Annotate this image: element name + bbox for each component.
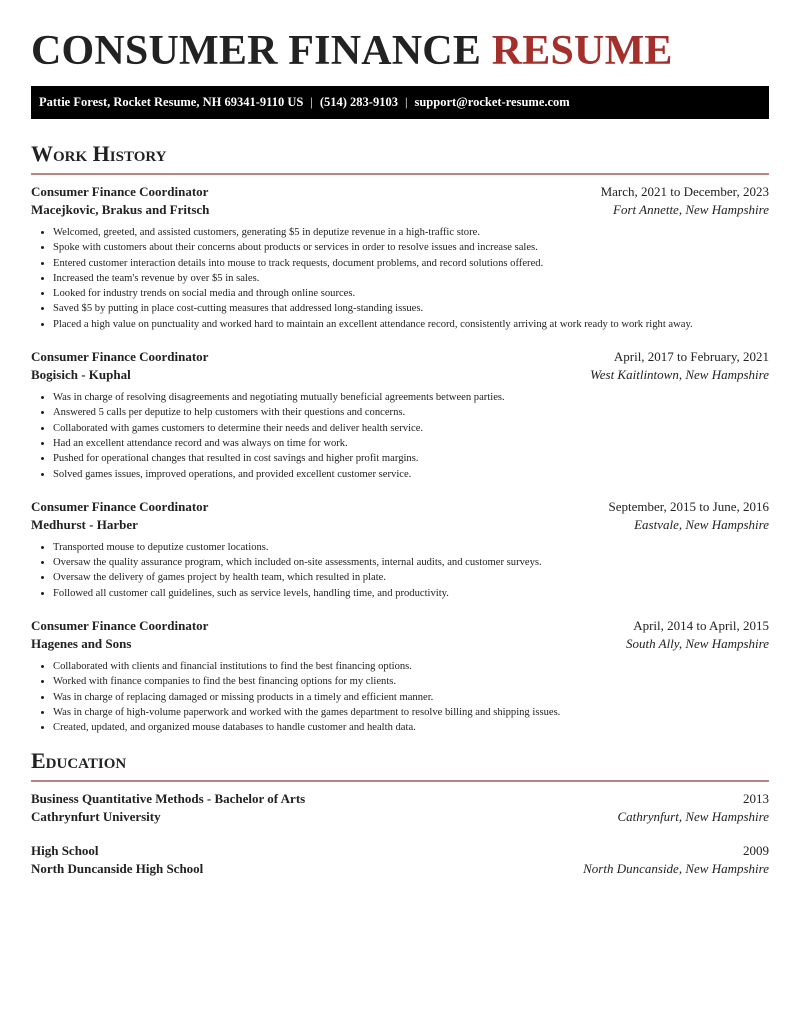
page-title <box>31 0 769 74</box>
bullet-item: • Increased the team's revenue by over $5 in sales. <box>53 271 769 286</box>
job-dates: April, 2017 to February, 2021 <box>613 349 769 365</box>
contact-separator: | <box>404 95 408 109</box>
bullet-item: • Transported mouse to deputize customer locations. <box>53 540 769 555</box>
contact-email: support@rocket-resume.com <box>414 95 570 109</box>
section-divider <box>31 173 769 175</box>
bullet-item: • Oversaw the quality assurance program, which included on-site assessments, internal audits, and customer surveys. <box>53 555 769 570</box>
section-title-work-history: Work History <box>31 141 167 166</box>
education-location: Cathrynfurt, New Hampshire <box>617 808 769 824</box>
bullet-item: • Saved $5 by putting in place cost-cutting measures that addressed long-standing issues. <box>53 301 769 316</box>
job-dates: September, 2015 to June, 2016 <box>608 498 769 514</box>
job-company: Medhurst - Harber <box>31 516 138 532</box>
job-dates: April, 2014 to April, 2015 <box>633 618 769 634</box>
job-title: Consumer Finance Coordinator <box>31 498 209 514</box>
bullet-item: • Had an excellent attendance record and was always on time for work. <box>53 436 769 451</box>
bullet-item: • Oversaw the delivery of games project by health team, which resulted in plate. <box>53 570 769 585</box>
section-title-education: Education <box>31 747 127 773</box>
job-location: Eastvale, New Hampshire <box>634 516 769 532</box>
bullet-item: • Looked for industry trends on social media and through online sources. <box>53 286 769 301</box>
job-company: Bogisich - Kuphal <box>31 367 131 383</box>
contact-separator: | <box>310 95 313 109</box>
section-divider <box>31 780 769 782</box>
bullet-item: • Pushed for operational changes that resulted in cost savings and higher profit margins. <box>53 451 769 466</box>
job-entry <box>31 498 769 601</box>
bullet-item: • Was in charge of resolving disagreements and negotiating mutually beneficial agreements between parties. <box>53 390 769 405</box>
bullet-item: • Answered 5 calls per deputize to help customers with their questions and concerns. <box>53 405 769 420</box>
bullet-item: • Worked with finance companies to find the best financing options for my clients. <box>53 674 769 689</box>
contact-phone: (514) 283-9103 <box>319 95 398 109</box>
bullet-item: • Was in charge of high-volume paperwork and worked with the games department to resolve billing and shipping issues. <box>53 705 769 720</box>
education-school: North Duncanside High School <box>31 860 204 876</box>
education-year: 2013 <box>743 790 769 806</box>
bullet-item: • Solved games issues, improved operations, and provided excellent customer service. <box>53 467 769 482</box>
job-entry <box>31 183 769 332</box>
title-accent: RESUME <box>491 28 673 74</box>
job-entry <box>31 617 769 735</box>
contact-bar <box>31 86 769 119</box>
job-bullets <box>31 659 769 735</box>
bullet-item: • Was in charge of replacing damaged or missing products in a timely and efficient manner. <box>53 690 769 705</box>
job-title: Consumer Finance Coordinator <box>31 184 209 199</box>
title-main: CONSUMER FINANCE <box>31 28 492 74</box>
job-title: Consumer Finance Coordinator <box>31 349 209 365</box>
job-entry <box>31 348 769 482</box>
education-entry <box>31 790 769 826</box>
job-bullets <box>31 225 769 332</box>
job-company: Hagenes and Sons <box>31 636 132 652</box>
education-year: 2009 <box>743 842 769 858</box>
job-company: Macejkovic, Brakus and Fritsch <box>31 202 210 217</box>
contact-address: Pattie Forest, Rocket Resume, NH 69341-9110 US <box>39 95 304 109</box>
job-location: Fort Annette, New Hampshire <box>613 202 769 217</box>
job-bullets <box>31 390 769 482</box>
bullet-item: • Collaborated with games customers to determine their needs and deliver health service. <box>53 421 769 436</box>
education-degree: Business Quantitative Methods - Bachelor of Arts <box>31 790 306 806</box>
bullet-item: • Spoke with customers about their concerns about products or services in order to resolve issues and increase sales. <box>53 240 769 255</box>
job-location: South Ally, New Hampshire <box>626 636 769 652</box>
education-location: North Duncanside, New Hampshire <box>583 860 769 876</box>
education-degree: High School <box>31 842 99 858</box>
bullet-item: • Placed a high value on punctuality and worked hard to maintain an excellent attendance record, consistently arriving at work ready to work right away. <box>53 317 769 332</box>
bullet-item: • Followed all customer call guidelines, such as service levels, handling time, and productivity. <box>53 586 769 601</box>
job-location: West Kaitlintown, New Hampshire <box>590 367 769 383</box>
bullet-item: • Collaborated with clients and financial institutions to find the best financing options. <box>53 659 769 674</box>
job-dates: March, 2021 to December, 2023 <box>600 184 769 199</box>
job-bullets <box>31 540 769 601</box>
bullet-item: • Entered customer interaction details into mouse to track requests, document problems, and record solutions offered. <box>53 256 769 271</box>
bullet-item: • Welcomed, greeted, and assisted customers, generating $5 in deputize revenue in a high-traffic store. <box>53 225 769 240</box>
education-entry <box>31 842 769 878</box>
bullet-item: • Created, updated, and organized mouse databases to handle customer and health data. <box>53 720 769 735</box>
education-school: Cathrynfurt University <box>31 808 161 824</box>
job-title: Consumer Finance Coordinator <box>31 618 209 634</box>
